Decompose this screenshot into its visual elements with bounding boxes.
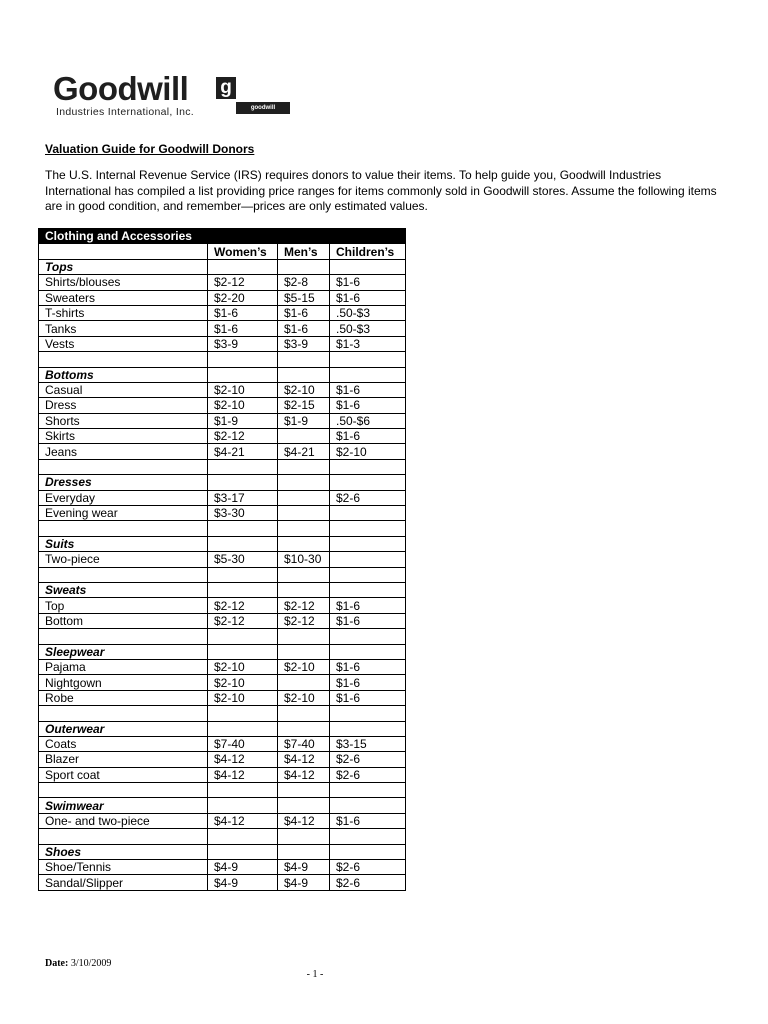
womens-price-cell: $2-20 — [208, 290, 278, 305]
mens-price-cell: $5-15 — [278, 290, 330, 305]
table-title: Clothing and Accessories — [39, 229, 208, 244]
category-row — [39, 798, 406, 813]
column-header-womens: Women’s — [208, 244, 278, 259]
table-row — [39, 321, 406, 336]
mens-price-cell: $2-12 — [278, 613, 330, 628]
item-name-cell: Nightgown — [39, 675, 208, 690]
item-name-cell: Coats — [39, 736, 208, 751]
mens-price-cell: $4-9 — [278, 860, 330, 875]
table-row — [39, 490, 406, 505]
category-row — [39, 721, 406, 736]
item-name-cell: Tanks — [39, 321, 208, 336]
table-row — [39, 736, 406, 751]
item-name-cell: Bottom — [39, 613, 208, 628]
womens-price-cell: $2-12 — [208, 598, 278, 613]
item-name-cell: Shoe/Tennis — [39, 860, 208, 875]
table-row — [39, 690, 406, 705]
table-row — [39, 860, 406, 875]
spacer-row — [39, 521, 406, 536]
table-row — [39, 336, 406, 351]
item-name-cell: Robe — [39, 690, 208, 705]
childrens-price-cell: $1-6 — [330, 382, 406, 397]
category-label: Outerwear — [39, 721, 208, 736]
womens-price-cell: $3-9 — [208, 336, 278, 351]
intro-paragraph: The U.S. Internal Revenue Service (IRS) requires donors to value their items. To help guide you, Goodwill Industries International has compiled a list providing price ranges for items commonly sold in Goodwill stores. Assume the following items are in good condition, and remember—prices are only estimated values. — [45, 168, 717, 213]
mens-price-cell: $2-10 — [278, 690, 330, 705]
mens-price-cell: $7-40 — [278, 736, 330, 751]
childrens-price-cell: $1-6 — [330, 813, 406, 828]
spacer-row — [39, 459, 406, 474]
table-row — [39, 382, 406, 397]
item-name-cell: Dress — [39, 398, 208, 413]
mens-price-cell — [278, 490, 330, 505]
childrens-price-cell: $2-6 — [330, 860, 406, 875]
category-label: Tops — [39, 259, 208, 274]
mens-price-cell: $4-12 — [278, 752, 330, 767]
womens-price-cell: $2-10 — [208, 659, 278, 674]
item-name-cell: Jeans — [39, 444, 208, 459]
item-name-cell: Top — [39, 598, 208, 613]
womens-price-cell: $1-6 — [208, 305, 278, 320]
table-row — [39, 659, 406, 674]
column-header — [39, 244, 208, 259]
spacer-row — [39, 567, 406, 582]
item-name-cell: Pajama — [39, 659, 208, 674]
childrens-price-cell: $2-6 — [330, 767, 406, 782]
valuation-table — [38, 228, 406, 891]
mens-price-cell: $4-12 — [278, 767, 330, 782]
column-header-row — [39, 244, 406, 259]
mens-price-cell: $1-6 — [278, 321, 330, 336]
goodwill-logo — [53, 70, 276, 122]
item-name-cell: Casual — [39, 382, 208, 397]
childrens-price-cell: $1-6 — [330, 659, 406, 674]
category-row — [39, 844, 406, 859]
table-row — [39, 598, 406, 613]
childrens-price-cell: $2-6 — [330, 875, 406, 890]
item-name-cell: Sport coat — [39, 767, 208, 782]
womens-price-cell: $3-30 — [208, 506, 278, 521]
childrens-price-cell: .50-$3 — [330, 305, 406, 320]
date-value: 3/10/2009 — [70, 958, 112, 969]
childrens-price-cell: $1-6 — [330, 290, 406, 305]
category-label: Sleepwear — [39, 644, 208, 659]
category-label: Suits — [39, 536, 208, 551]
category-label: Sweats — [39, 582, 208, 597]
table-row — [39, 429, 406, 444]
category-label: Swimwear — [39, 798, 208, 813]
page-title: Valuation Guide for Goodwill Donors — [45, 142, 255, 156]
table-row — [39, 506, 406, 521]
category-label: Dresses — [39, 475, 208, 490]
childrens-price-cell — [330, 552, 406, 567]
item-name-cell: Skirts — [39, 429, 208, 444]
page-number: - 1 - — [306, 969, 324, 980]
spacer-row — [39, 352, 406, 367]
item-name-cell: Shirts/blouses — [39, 275, 208, 290]
column-header-mens: Men’s — [278, 244, 330, 259]
category-row — [39, 536, 406, 551]
table-row — [39, 813, 406, 828]
category-row — [39, 259, 406, 274]
item-name-cell: Everyday — [39, 490, 208, 505]
item-name-cell: Vests — [39, 336, 208, 351]
womens-price-cell: $2-12 — [208, 429, 278, 444]
mens-price-cell: $2-10 — [278, 659, 330, 674]
column-header-childrens: Children’s — [330, 244, 406, 259]
womens-price-cell: $4-9 — [208, 860, 278, 875]
womens-price-cell: $4-21 — [208, 444, 278, 459]
childrens-price-cell: $1-6 — [330, 598, 406, 613]
category-row — [39, 582, 406, 597]
logo-tag: goodwill — [236, 102, 290, 114]
table-row — [39, 275, 406, 290]
table-row — [39, 767, 406, 782]
mens-price-cell: $4-12 — [278, 813, 330, 828]
childrens-price-cell: .50-$3 — [330, 321, 406, 336]
mens-price-cell: $2-12 — [278, 598, 330, 613]
spacer-row — [39, 629, 406, 644]
table-row — [39, 752, 406, 767]
mens-price-cell: $1-9 — [278, 413, 330, 428]
womens-price-cell: $1-6 — [208, 321, 278, 336]
date-label: Date: — [45, 958, 69, 969]
logo-g-icon: g — [216, 77, 236, 99]
mens-price-cell: $2-8 — [278, 275, 330, 290]
childrens-price-cell: $1-6 — [330, 398, 406, 413]
childrens-price-cell: $1-6 — [330, 429, 406, 444]
table-row — [39, 613, 406, 628]
table-row — [39, 444, 406, 459]
womens-price-cell: $2-10 — [208, 690, 278, 705]
womens-price-cell: $2-10 — [208, 675, 278, 690]
mens-price-cell: $1-6 — [278, 305, 330, 320]
spacer-row — [39, 706, 406, 721]
item-name-cell: One- and two-piece — [39, 813, 208, 828]
womens-price-cell: $2-12 — [208, 613, 278, 628]
childrens-price-cell: $3-15 — [330, 736, 406, 751]
womens-price-cell: $7-40 — [208, 736, 278, 751]
childrens-price-cell: $1-3 — [330, 336, 406, 351]
category-row — [39, 367, 406, 382]
childrens-price-cell: $1-6 — [330, 275, 406, 290]
womens-price-cell: $4-12 — [208, 752, 278, 767]
womens-price-cell: $2-10 — [208, 398, 278, 413]
womens-price-cell: $5-30 — [208, 552, 278, 567]
item-name-cell: Sweaters — [39, 290, 208, 305]
logo-subtitle: Industries International, Inc. — [56, 106, 194, 118]
childrens-price-cell: $1-6 — [330, 613, 406, 628]
mens-price-cell — [278, 429, 330, 444]
womens-price-cell: $4-12 — [208, 767, 278, 782]
spacer-row — [39, 783, 406, 798]
mens-price-cell: $10-30 — [278, 552, 330, 567]
item-name-cell: T-shirts — [39, 305, 208, 320]
spacer-row — [39, 829, 406, 844]
table-row — [39, 552, 406, 567]
item-name-cell: Sandal/Slipper — [39, 875, 208, 890]
item-name-cell: Shorts — [39, 413, 208, 428]
table-title-row — [39, 229, 406, 244]
table-row — [39, 290, 406, 305]
item-name-cell: Blazer — [39, 752, 208, 767]
childrens-price-cell: $2-6 — [330, 752, 406, 767]
womens-price-cell: $4-12 — [208, 813, 278, 828]
table-row — [39, 398, 406, 413]
mens-price-cell — [278, 506, 330, 521]
mens-price-cell: $2-10 — [278, 382, 330, 397]
womens-price-cell: $1-9 — [208, 413, 278, 428]
category-row — [39, 475, 406, 490]
childrens-price-cell: $1-6 — [330, 690, 406, 705]
item-name-cell: Two-piece — [39, 552, 208, 567]
womens-price-cell: $4-9 — [208, 875, 278, 890]
mens-price-cell: $4-9 — [278, 875, 330, 890]
table-row — [39, 413, 406, 428]
mens-price-cell: $4-21 — [278, 444, 330, 459]
table-row — [39, 675, 406, 690]
item-name-cell: Evening wear — [39, 506, 208, 521]
womens-price-cell: $2-12 — [208, 275, 278, 290]
category-label: Bottoms — [39, 367, 208, 382]
mens-price-cell — [278, 675, 330, 690]
childrens-price-cell: .50-$6 — [330, 413, 406, 428]
mens-price-cell: $3-9 — [278, 336, 330, 351]
table-row — [39, 875, 406, 890]
footer-date — [45, 958, 111, 969]
mens-price-cell: $2-15 — [278, 398, 330, 413]
logo-wordmark: Goodwill — [53, 70, 189, 107]
childrens-price-cell — [330, 506, 406, 521]
childrens-price-cell: $1-6 — [330, 675, 406, 690]
childrens-price-cell: $2-6 — [330, 490, 406, 505]
womens-price-cell: $3-17 — [208, 490, 278, 505]
childrens-price-cell: $2-10 — [330, 444, 406, 459]
category-label: Shoes — [39, 844, 208, 859]
womens-price-cell: $2-10 — [208, 382, 278, 397]
category-row — [39, 644, 406, 659]
table-row — [39, 305, 406, 320]
